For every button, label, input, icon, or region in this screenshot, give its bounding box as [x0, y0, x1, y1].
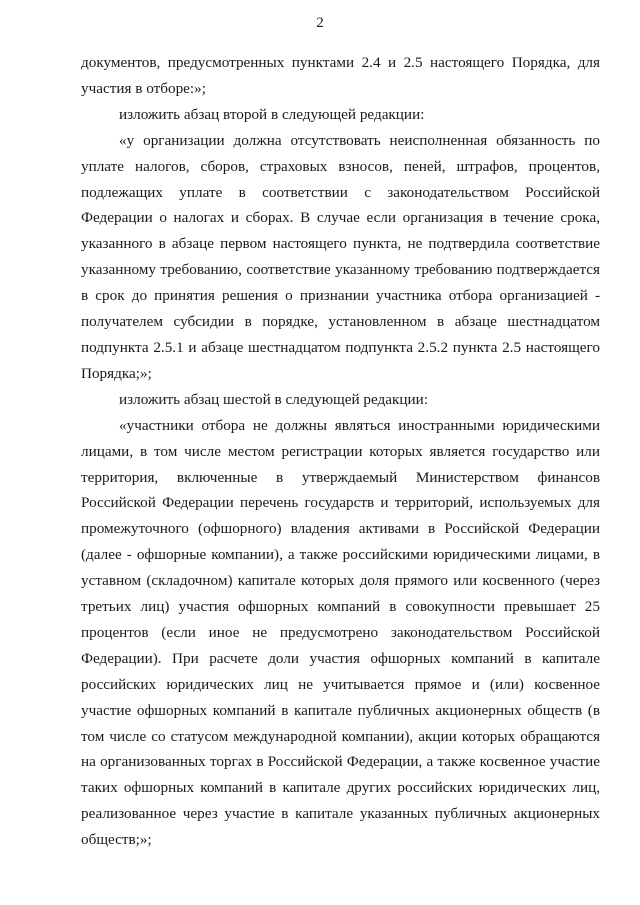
- paragraph-instruction-sixth: изложить абзац шестой в следующей редакции:: [119, 390, 428, 408]
- paragraph-offshore-participants: «участники отбора не должны являться иностранными юридическими лицами, в том числе местом регистрации которых является государство или территория, включенные в утверждаемый Министерством финансов Российской Федерации перечень государств и территорий, используемых для промежуточного (офшорного) владения активами в Российской Федерации (далее - офшорные компании), а также российскими юридическими лицами, в уставном (складочном) капитале которых доля прямого или косвенного (через третьих лиц) участия офшорных компаний в совокупности превышает 25 процентов (если иное не предусмотрено законодательством Российской Федерации). При расчете доли участия офшорных компаний в капитале российских юридических лиц не учитывается прямое и (или) косвенное участие офшорных компаний в капитале публичных акционерных обществ (в том числе со статусом международной компании), акции которых обращаются на организованных торгах в Российской Федерации, а также косвенное участие таких офшорных компаний в капитале других российских юридических лиц, реализованное через участие в капитале указанных публичных акционерных обществ;»;: [81, 416, 600, 849]
- paragraph-tax-obligation: «у организации должна отсутствовать неисполненная обязанность по уплате налогов, сборов, страховых взносов, пеней, штрафов, процентов, подлежащих уплате в соответствии с законодательством Российской Федерации о налогах и сборах. В случае если организация в течение срока, указанного в абзаце первом настоящего пункта, не подтвердила соответствие указанному требованию, соответствие указанному требованию подтверждается в срок до принятия решения о признании участника отбора организацией - получателем субсидии в порядке, установленном в абзаце шестнадцатом подпункта 2.5.1 и абзаце шестнадцатом подпункта 2.5.2 пункта 2.5 настоящего Порядка;»;: [81, 131, 600, 382]
- paragraph-instruction-second: изложить абзац второй в следующей редакции:: [119, 105, 425, 123]
- page-number: 2: [316, 15, 324, 31]
- document-body: [81, 50, 600, 853]
- paragraph-continuation: документов, предусмотренных пунктами 2.4 и 2.5 настоящего Порядка, для участия в отборе:»;: [81, 54, 600, 97]
